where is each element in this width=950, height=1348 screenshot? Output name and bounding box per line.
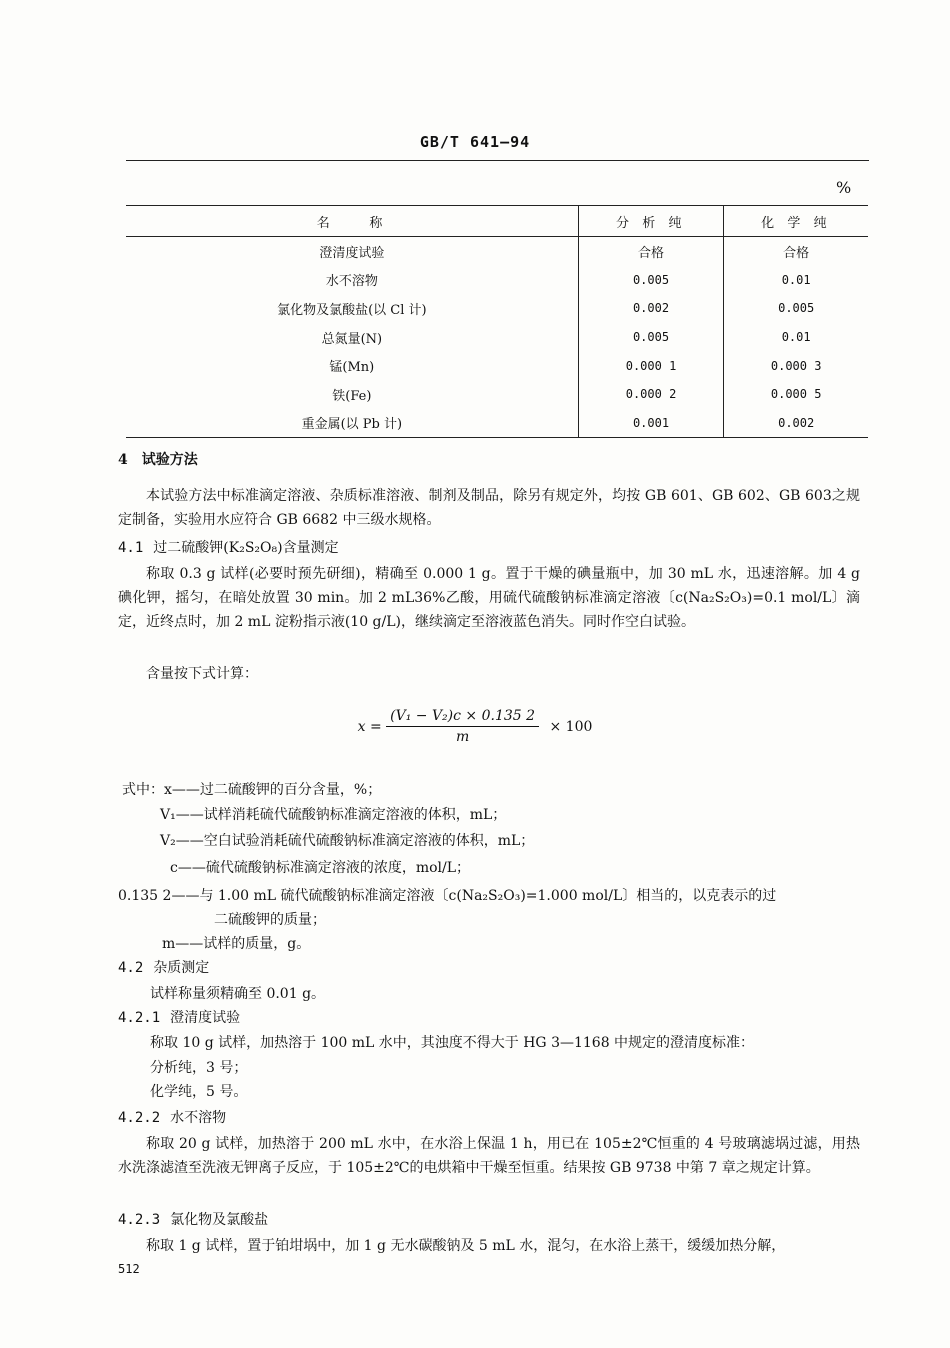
section-4-2-1-line2: 化学纯，5 号。 — [150, 1084, 248, 1100]
section-4-2-2-para: 称取 20 g 试样，加热溶于 200 mL 水中，在水浴上保温 1 h，用已在 105±2℃恒重的 4 号玻璃滤埚过滤，用热水洗涤滤渣至洗液无钾离子反应，于 105±2℃的电烘箱中干燥至恒重。结果按 GB 9738 中第 7 章之规定计算。 — [118, 1136, 860, 1176]
header-rule — [126, 160, 869, 161]
standard-header: GB/T 641—94 — [419, 133, 531, 151]
def-text: ——与 1.00 mL 硫代硫酸钠标准滴定溶液〔c(Na₂S₂O₃)=1.000 mol/L〕相当的，以克表示的过 — [171, 888, 777, 904]
def-text: 二硫酸钾的质量； — [214, 912, 326, 928]
col-header-cp: 化 学 纯 — [724, 206, 868, 237]
formula-fraction — [386, 708, 539, 745]
section-4-intro: 本试验方法中标准滴定溶液、杂质标准溶液、制剂及制品，除另有规定外，均按 GB 601、GB 602、GB 603之规定制备，实验用水应符合 GB 6682 中三级水规格。 — [118, 488, 860, 528]
page-number: 512 — [118, 1262, 140, 1276]
table-cell: 0.000 3 — [724, 351, 868, 380]
section-4-2-para: 试样称量须精确至 0.01 g。 — [150, 986, 326, 1002]
table-cell: 0.000 5 — [724, 380, 868, 409]
def-text: ——空白试验消耗硫代硫酸钠标准滴定溶液的体积，mL； — [175, 833, 535, 849]
def-text: ——过二硫酸钾的百分含量，%； — [171, 782, 382, 798]
formula-denominator: m — [455, 729, 470, 745]
formula-numerator: (V₁ − V₂)c × 0.135 2 — [386, 708, 539, 727]
def-text: ——试样消耗硫代硫酸钠标准滴定溶液的体积，mL； — [175, 807, 507, 823]
section-4-2-1-heading — [118, 1006, 240, 1030]
table-header-row — [126, 206, 868, 237]
table-cell: 合格 — [578, 237, 724, 266]
table-cell: 氯化物及氯酸盐(以 Cl 计) — [277, 302, 427, 318]
definition-row — [170, 856, 470, 880]
def-text: ——试样的质量，g。 — [175, 936, 311, 952]
section-title: 过二硫酸钾(K₂S₂O₈)含量测定 — [153, 540, 339, 556]
table-cell: 0.01 — [724, 266, 868, 295]
table-row — [126, 323, 868, 352]
table-cell: 锰(Mn) — [329, 360, 375, 376]
def-text: ——硫代硫酸钠标准滴定溶液的浓度，mol/L； — [177, 860, 471, 876]
table-cell: 铁(Fe) — [332, 388, 372, 404]
section-4-2-1-para: 称取 10 g 试样，加热溶于 100 mL 水中，其浊度不得大于 HG 3—1168 中规定的澄清度标准： — [150, 1035, 755, 1051]
section-4-title: 4 试验方法 — [118, 452, 198, 468]
section-title: 杂质测定 — [153, 960, 210, 976]
table-cell: 0.01 — [724, 323, 868, 352]
definition-row — [162, 932, 310, 956]
section-4-2-1-line1: 分析纯，3 号； — [150, 1060, 248, 1076]
table-row — [126, 237, 868, 266]
table-cell: 水不溶物 — [325, 274, 378, 290]
table-row — [126, 409, 868, 438]
section-4-2-heading — [118, 956, 209, 980]
def-symbol: V₂ — [160, 833, 176, 849]
table-cell: 重金属(以 Pb 计) — [301, 417, 403, 433]
table-cell: 0.000 2 — [578, 380, 724, 409]
section-4-2-3-para: 称取 1 g 试样，置于铂坩埚中，加 1 g 无水碳酸钠及 5 mL 水，混匀，在水浴上蒸干，缓缓加热分解， — [146, 1238, 786, 1254]
definition-row — [118, 884, 776, 908]
definition-row — [122, 778, 381, 802]
def-symbol: 式中：x — [122, 782, 172, 798]
def-symbol: c — [170, 860, 178, 876]
section-number: 4.2.3 — [118, 1212, 161, 1228]
col-header-ar: 分 析 纯 — [578, 206, 724, 237]
section-number: 4.2 — [118, 960, 144, 976]
def-symbol: 0.135 2 — [118, 888, 172, 904]
unit-label: % — [836, 178, 852, 197]
calc-intro: 含量按下式计算： — [146, 666, 258, 682]
table-cell: 0.005 — [724, 294, 868, 323]
table-cell: 合格 — [724, 237, 868, 266]
section-number: 4.2.2 — [118, 1110, 161, 1126]
table-row — [126, 266, 868, 295]
table-cell: 总氮量(N) — [321, 331, 383, 347]
table-cell: 0.001 — [578, 409, 724, 438]
section-4-2-3-heading — [118, 1208, 268, 1232]
section-title: 澄清度试验 — [170, 1010, 241, 1026]
table-cell: 0.002 — [724, 409, 868, 438]
section-title: 水不溶物 — [170, 1110, 227, 1126]
table-cell: 0.005 — [578, 266, 724, 295]
section-number: 4.1 — [118, 540, 144, 556]
formula-rhs: × 100 — [549, 718, 593, 735]
definition-row — [214, 908, 326, 932]
formula-lhs: x = — [357, 718, 382, 735]
table-cell: 0.002 — [578, 294, 724, 323]
definition-row — [160, 829, 534, 853]
def-symbol: V₁ — [160, 807, 176, 823]
section-4-1-para: 称取 0.3 g 试样(必要时预先研细)，精确至 0.000 1 g。置于干燥的碘量瓶中，加 30 mL 水，迅速溶解。加 4 g 碘化钾，摇匀，在暗处放置 30 min。加 2 mL36%乙酸，用硫代硫酸钠标准滴定溶液〔c(Na₂S₂O₃)=0.1 mol/L〕滴定，近终点时，加 2 mL 淀粉指示液(10 g/L)，继续滴定至溶液蓝色消失。同时作空白试验。 — [118, 566, 860, 630]
definition-row — [160, 803, 506, 827]
table-cell: 澄清度试验 — [319, 245, 385, 261]
col-header-name: 名 称 — [126, 206, 578, 237]
def-symbol: m — [162, 936, 176, 952]
table-cell: 0.005 — [578, 323, 724, 352]
section-4-2-2-heading — [118, 1106, 226, 1130]
section-number: 4.2.1 — [118, 1010, 161, 1026]
spec-table — [126, 205, 868, 438]
table-row — [126, 294, 868, 323]
section-title: 氯化物及氯酸盐 — [170, 1212, 269, 1228]
table-row — [126, 380, 868, 409]
content-formula — [0, 708, 950, 745]
section-4-1-heading — [118, 536, 339, 560]
table-cell: 0.000 1 — [578, 351, 724, 380]
table-row — [126, 351, 868, 380]
